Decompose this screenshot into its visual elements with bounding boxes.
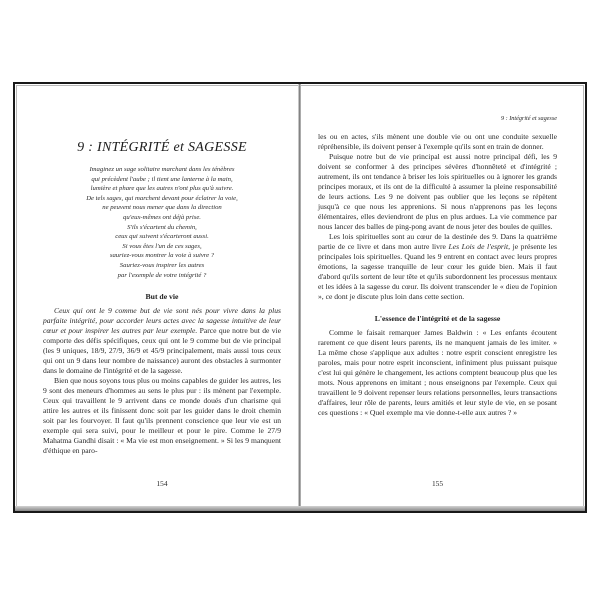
book-title-reference: Les Lois de l'esprit [448, 242, 509, 251]
section-heading-essence: L'essence de l'intégrité et de la sagesse [374, 314, 501, 323]
paragraph-lead-italic: Ceux qui ont le 9 comme but de vie sont nés pour vivre dans la plus parfaite intégrité, pour accorder leurs actes avec la sagesse intuitive de leur cœur et pour inspirer les autres par leur exemple. [43, 306, 281, 336]
epigraph-line: ceux qui suivent s'écarteront aussi. [115, 233, 209, 241]
epigraph-line: S'ils s'écartent du chemin, [127, 223, 197, 231]
epigraph-line: Imaginez un sage solitaire marchant dans les ténèbres [89, 166, 235, 173]
paragraph: Bien que nous soyons tous plus ou moins capables de guider les autres, les 9 sont des meneurs d'hommes au sens le plus pur : ils mènent par l'exemple. Ceux qui travaillent le 9 arrivent dans ce monde doués d'un charisme qui attire les autres et ils finissent donc soit par les guider dans le droit chemin soit par les fourvoyer. Il faut qu'ils prennent conscience que leur vie est un exemple qui sera suivi, pour le meilleur et pour le pire. Comme le 27/9 Mahatma Gandhi disait : « Ma vie est mon enseignement. » Si les 9 manquent d'éthique en paro- [43, 376, 281, 456]
chapter-title: 9 : INTÉGRITÉ et SAGESSE [77, 140, 247, 155]
paragraph: Comme le faisait remarquer James Baldwin : « Les enfants écoutent rarement ce que disent leurs parents, ils ne manquent jamais de les imiter. » La même chose s'applique aux adultes : notre esprit conscient enregistre les paroles, mais pour notre esprit inconscient, infiniment plus puissant puisque c'est lui qui génère le changement, les actions comptent beaucoup plus que les mots. Nous apprenons en imitant ; nous enseignons par l'exemple. Ceux qui travaillent le 9 doivent repenser leurs relations personnelles, leurs transactions d'affaires, leur rôle de parents, leurs amitiés et leur style de vie, en se posant ces questions : « Quel exemple ma vie donne-t-elle aux autres ? » [318, 328, 557, 417]
running-header: 9 : Intégrité et sagesse [500, 115, 557, 122]
page-number-left: 154 [156, 479, 168, 488]
paragraph: Puisque notre but de vie principal est aussi notre principal défi, les 9 doivent se conformer à des principes sévères d'honnêteté et d'intégrité ; autrement, ils ont tendance à briser les lois spirituelles ou à ignorer les grands principes moraux, et ils ont de la difficulté à assumer la pleine responsabilité de leurs actions. Les 9 ne doivent pas oublier que les leçons se répètent jusqu'à ce que nous les apprenions. Si nous n'apprenons pas les leçons élémentaires, elles deviendront de plus en plus ardues. La vie commence par nous lancer des balles de ping-pong avant de nous jeter des boules de quilles. [318, 152, 557, 231]
paragraph: les ou en actes, s'ils mènent une double vie ou ont une conduite sexuelle répréhensible, ils doivent penser à l'exemple qu'ils sont en train de donner. [318, 132, 557, 151]
epigraph-line: Sauriez-vous inspirer les autres [119, 261, 205, 269]
epigraph-line: qui précèdent l'aube ; il tient une lanterne à la main, [91, 175, 233, 183]
paragraph [43, 306, 281, 376]
page-right [301, 84, 585, 511]
page-number-right: 155 [431, 479, 444, 488]
book-spread [13, 82, 587, 513]
page-right-text-column [318, 84, 557, 511]
page-left-text-column [43, 84, 281, 511]
paragraph-post: , je présente les principales lois spirituelles. Quand les 9 entrent en contact avec leurs propres émotions, la sagesse tranquille de leur cœur les guide bien. Mais il faut d'abord qu'ils sortent de leur tête et qu'ils subordonnent les processus mentaux et les idées à la sagesse du cœur. Ils doivent transcender le « dieu de l'opinion », ce dont je discute plus loin dans cette section. [318, 242, 557, 301]
paragraph-roman: Parce que notre but de vie comporte des défis spécifiques, ceux qui ont le 9 comme but de vie principal (les 9 uniques, 18/9, 27/9, 36/9 et 45/9 principalement, mais aussi tous ceux qui ont un 9 dans leur nombre de naissance) auront des obstacles à surmonter dans le domaine de l'intégrité et de la sagesse. [43, 326, 281, 376]
epigraph-line: lumière et phare que les autres n'ont plus qu'à suivre. [90, 185, 234, 193]
page-bottom-edge-shadow [15, 506, 585, 511]
epigraph-line: De tels sages, qui marchent devant pour éclairer la voie, [86, 194, 238, 202]
epigraph-line: par l'exemple de votre intégrité ? [117, 271, 207, 279]
paragraph [318, 232, 557, 302]
epigraph-line: qu'eux-mêmes ont déjà prise. [123, 213, 201, 221]
section-heading-but-de-vie: But de vie [145, 292, 179, 302]
epigraph-line: Si vous êtes l'un de ces sages, [122, 242, 202, 250]
epigraph-line: ne peuvent nous mener que dans la direction [102, 204, 222, 212]
paragraph-pre: Les lois spirituelles sont au cœur de la destinée des 9. Dans la quatrième partie de ce livre et dans mon autre livre [318, 232, 557, 251]
page-left [15, 84, 298, 511]
chapter-epigraph [43, 165, 281, 280]
epigraph-line: sauriez-vous montrer la voie à suivre ? [109, 252, 215, 260]
